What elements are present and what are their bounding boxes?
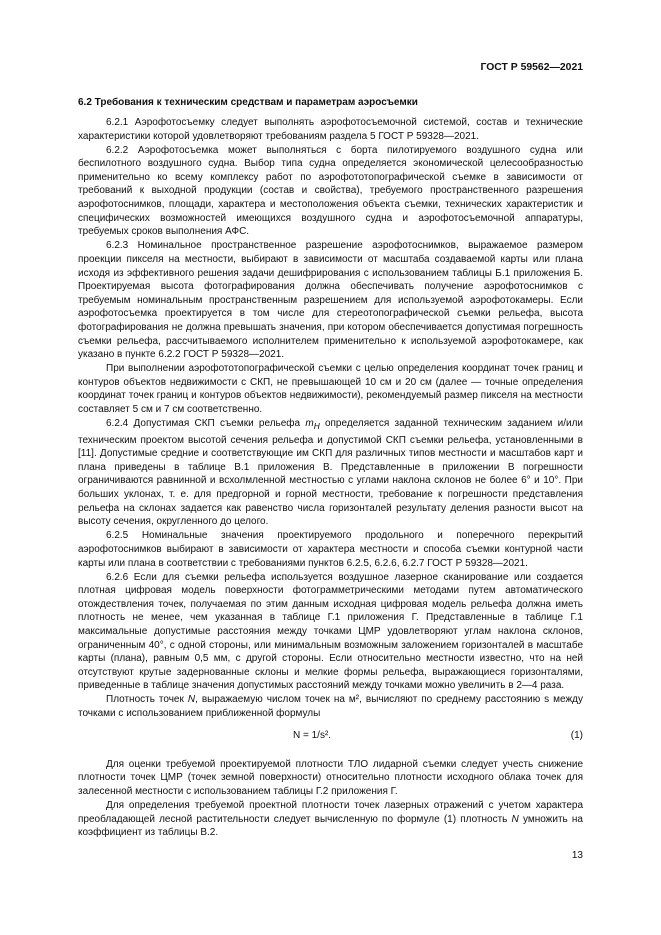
- formula-number: (1): [570, 729, 583, 741]
- standard-code: ГОСТ Р 59562—2021: [480, 62, 583, 73]
- paragraph-6-2-5: 6.2.5 Номинальные значения проектируемого продольного и поперечного перекрытий аэрофотоснимков выбирают в зависимости от характера местности и способа съемки контурной части карты или плана в соответствии с требованиями пунктов 6.2.5, 6.2.6, 6.2.7 ГОСТ Р 59328—2021.: [78, 530, 583, 569]
- formula-expression: N = 1/s².: [293, 729, 332, 741]
- variable-m: m: [305, 418, 314, 430]
- paragraph-6-2-3: 6.2.3 Номинальное пространственное разрешение аэрофотоснимков, выражаемое размером проекции пикселя на местности, выбирают в зависимости от масштаба создаваемой карты или плана исходя из эффективного решения задачи дешифрирования с использованием таблицы Б.1 приложения Б. Проектируемая высота фотографирования должна обеспечивать получение аэрофотоснимков с требуемым номинальным пространственным разрешением для используемой аэрофотокамеры. Если аэрофотосъемка проектируется в том числе для стереотопографической съемки рельефа, высота фотографирования не должна превышать значения, при котором обеспечивается допустимая погрешность съемки рельефа, рассчитываемого исполнителем применительно к используемой аэрофотокамере, как указано в пункте 6.2.2 ГОСТ Р 59328—2021.: [78, 240, 583, 361]
- paragraph-density-coefficient: Для определения требуемой проектной плотности точек лазерных отражений с учетом характера преобладающей лесной растительности следует вычисленную по формуле (1) плотность N умножить на коэффициент из таблицы В.2.: [78, 799, 583, 839]
- section-title: 6.2 Требования к техническим средствам и параметрам аэросъемки: [78, 97, 418, 108]
- paragraph-density-forest: Для оценки требуемой проектируемой плотности ТЛО лидарной съемки следует учесть снижение плотности точек ЦМР (точек земной поверхности) относительно плотности исходного облака точек для залесенной местности с использованием таблицы Г.2 приложения Г.: [78, 758, 583, 797]
- paragraph-6-2-4: 6.2.4 Допустимая СКП съемки рельефа $m_H$ определяется заданной техническим заданием и/или техническим проектом высотой сечения рельефа и допустимой СКП съемки рельефа, установленными в [11]. Допустимые средние и соответствующие им СКП для различных типов местности и масштабов карт и плана приведены в таблице В.1 приложения В. Представленные в приложении В погрешности ограничиваются равнинной и всхолмленной местностью с углами наклона склонов не более 6° и 10°. При больших уклонах, т. е. для предгорной и горной местности, требование к погрешности представления рельефа на склонах задается как равенство числа горизонталей результату деления разности высот на высоту сечения, округленного до целого.: [78, 418, 583, 528]
- paragraph-point-density: Плотность точек N, выражаемую числом точек на м², вычисляют по среднему расстоянию s между точками с использованием приближенной формулы: [78, 694, 583, 720]
- paragraph-6-2-2: 6.2.2 Аэрофотосъемка может выполняться с борта пилотируемого воздушного судна или беспилотного воздушного судна. Выбор типа судна определяется экономической целесообразностью применительно ко всему комплексу работ по аэрофототопографической съемке в зависимости от требований к выходной продукции (состав и свойства), требуемого пространственного разрешения аэрофотоснимков, площади, характера и местоположения объекта съемки, технических характеристик и специфических возможностей имеющихся воздушного судна и аэрофотосъемочной аппаратуры, требуемых сроков выполнения АФС.: [78, 144, 583, 238]
- subscript-h: H: [313, 421, 320, 432]
- page-number: 13: [571, 850, 583, 861]
- paragraph-pixel-size: При выполнении аэрофототопографической съемки с целью определения координат точек границ и контуров объектов недвижимости с СКП, не превышающей 10 см и 20 см (далее — точные определения координат точек границ и контуров объектов недвижимости), рекомендуемый размер пикселя на местности составляет 5 см и 7 см соответственно.: [78, 363, 583, 415]
- document-body: [78, 116, 583, 840]
- variable-n: N: [187, 694, 196, 706]
- paragraph-6-2-6: 6.2.6 Если для съемки рельефа используется воздушное лазерное сканирование или создается плотная цифровая модель поверхности фотограмметрическими методами путем автоматического отождествления точек, получаемая по этим данным исходная цифровая модель рельефа должна иметь плотность не менее, чем указанная в таблице Г.1 приложения Г. Представленные в таблице Г.1 максимальные допустимые расстояния между точками ЦМР удовлетворяют углам наклона склонов, ограниченным 40°, с одной стороны, или минимальным возможным заложением горизонталей в масштабе карты (плана), равным 0,5 мм, с другой стороны. Если относительно местности известно, что на ней отсутствуют крутые задернованные склоны и мелкие формы рельефа, выражающиеся горизонталями, приведенные в таблице значения допустимых расстояний между точками можно увеличить в 2—4 раза.: [78, 571, 583, 692]
- variable-n: N: [511, 813, 519, 825]
- paragraph-6-2-1: 6.2.1 Аэрофотосъемку следует выполнять аэрофотосъемочной системой, состав и технические характеристики которой удовлетворяют требованиям раздела 5 ГОСТ Р 59328—2021.: [78, 117, 583, 142]
- formula-1: [78, 729, 583, 746]
